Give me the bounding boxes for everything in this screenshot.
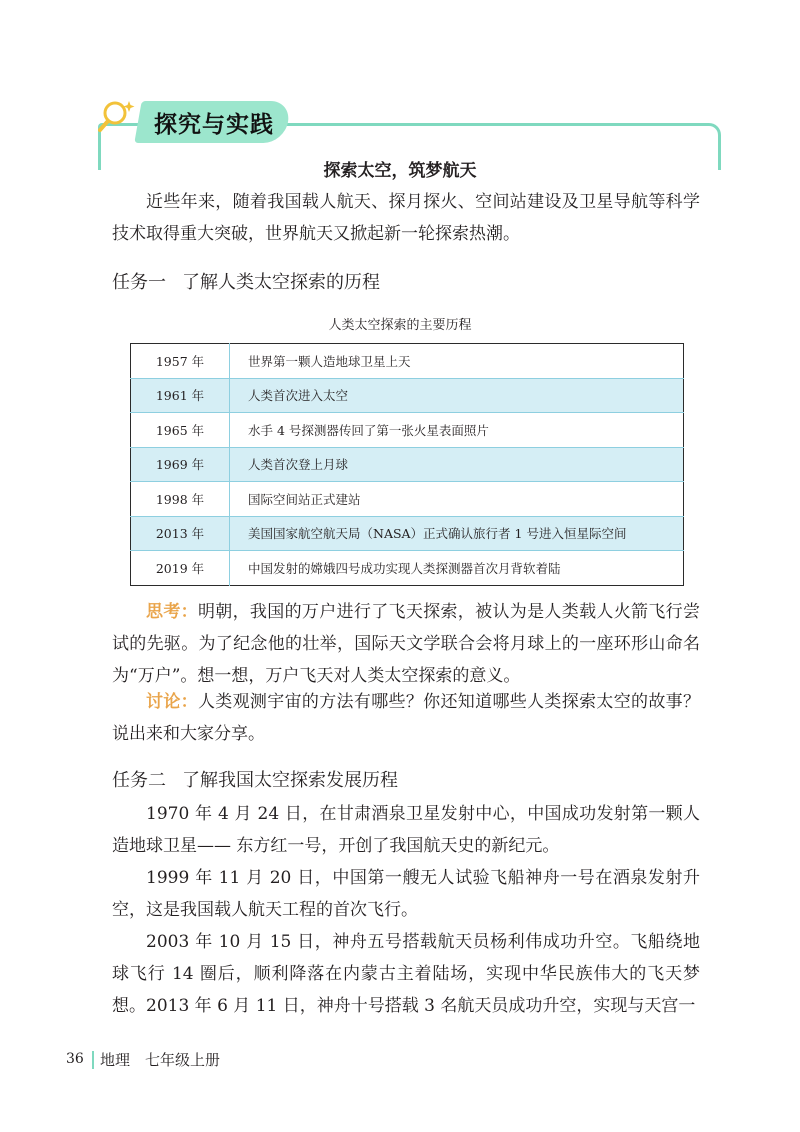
table-row	[131, 344, 684, 379]
table-event-cell: 国际空间站正式建站	[230, 482, 684, 517]
table-row	[131, 447, 684, 482]
task-one-heading	[112, 268, 380, 294]
table-event-cell: 人类首次登上月球	[230, 447, 684, 482]
task-two-title: 了解我国太空探索发展历程	[182, 770, 398, 791]
page-title: 探索太空，筑梦航天	[323, 161, 477, 181]
page-number: 36	[66, 1051, 84, 1067]
space-history-table	[130, 343, 684, 586]
table-row	[131, 551, 684, 586]
task-two-heading	[112, 766, 398, 792]
footer-book-title: 地理 七年级上册	[100, 1051, 221, 1069]
footer-divider	[92, 1051, 94, 1069]
table-year-cell: 1965 年	[131, 413, 230, 448]
table-event-cell: 水手 4 号探测器传回了第一张火星表面照片	[230, 413, 684, 448]
table-row	[131, 413, 684, 448]
table-year-cell: 1961 年	[131, 378, 230, 413]
table-year-cell: 1998 年	[131, 482, 230, 517]
table-year-cell: 2019 年	[131, 551, 230, 586]
history-paragraph-1970: 1970 年 4 月 24 日，在甘肃酒泉卫星发射中心，中国成功发射第一颗人造地球卫星—— 东方红一号，开创了我国航天史的新纪元。	[112, 804, 700, 856]
history-paragraph-2003: 2003 年 10 月 15 日，神舟五号搭载航天员杨利伟成功升空。飞船绕地球飞行 14 圈后，顺利降落在内蒙古主着陆场，实现中华民族伟大的飞天梦想。	[112, 932, 700, 1016]
table-row	[131, 482, 684, 517]
table-event-cell: 美国国家航空航天局（NASA）正式确认旅行者 1 号进入恒星际空间	[230, 516, 684, 551]
think-paragraph	[112, 596, 700, 692]
history-paragraph-2013: 2013 年 6 月 11 日，神舟十号搭载 3 名航天员成功升空，实现与天宫一	[146, 996, 696, 1016]
table-year-cell: 2013 年	[131, 516, 230, 551]
discuss-label: 讨论：	[146, 692, 198, 712]
think-text: 明朝，我国的万户进行了飞天探索，被认为是人类载人火箭飞行尝试的先驱。为了纪念他的壮举，国际天文学联合会将月球上的一座环形山命名为“万户”。想一想，万户飞天对人类太空探索的意义。	[112, 602, 700, 686]
table-event-cell: 人类首次进入太空	[230, 378, 684, 413]
table-event-cell: 世界第一颗人造地球卫星上天	[230, 344, 684, 379]
discuss-text: 人类观测宇宙的方法有哪些？你还知道哪些人类探索太空的故事？说出来和大家分享。	[112, 692, 700, 744]
table-event-cell: 中国发射的嫦娥四号成功实现人类探测器首次月背软着陆	[230, 551, 684, 586]
task-one-title: 了解人类太空探索的历程	[182, 272, 380, 293]
section-header-title: 探究与实践	[154, 112, 274, 138]
discuss-paragraph	[112, 686, 700, 750]
table-row	[131, 516, 684, 551]
history-paragraph-1999: 1999 年 11 月 20 日，中国第一艘无人试验飞船神舟一号在酒泉发射升空，这是我国载人航天工程的首次飞行。	[112, 868, 700, 920]
task-two-label: 任务二	[112, 770, 166, 791]
intro-paragraph: 近些年来，随着我国载人航天、探月探火、空间站建设及卫星导航等科学技术取得重大突破，世界航天又掀起新一轮探索热潮。	[112, 192, 700, 244]
task-one-label: 任务一	[112, 272, 166, 293]
table-year-cell: 1969 年	[131, 447, 230, 482]
table-title: 人类太空探索的主要历程	[328, 318, 472, 333]
table-row	[131, 378, 684, 413]
magnifier-icon	[98, 96, 142, 140]
think-label: 思考：	[146, 602, 198, 622]
table-year-cell: 1957 年	[131, 344, 230, 379]
